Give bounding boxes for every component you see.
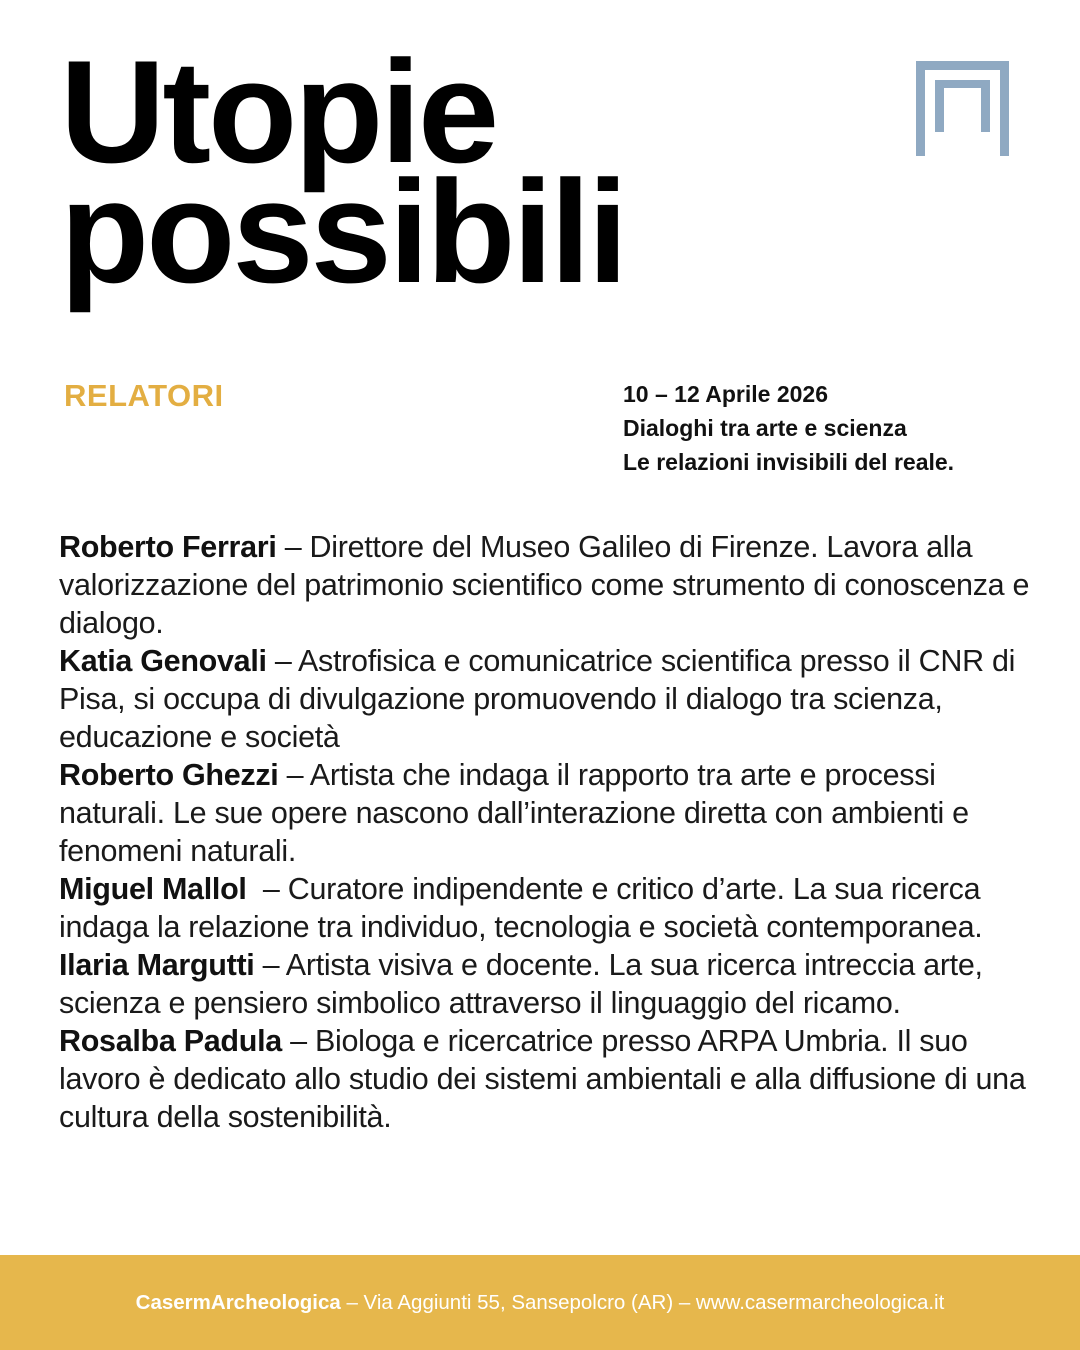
footer-venue-name: CasermArcheologica: [135, 1290, 341, 1314]
footer-band: [0, 1255, 1080, 1350]
footer-address-website: – Via Aggiunti 55, Sansepolcro (AR) – www.casermarcheologica.it: [340, 1290, 945, 1314]
speaker-description: – Direttore del Museo Galileo di Firenze. Lavora alla valorizzazione del patrimonio scientifico come strumento di conoscenza e dialogo.: [59, 530, 1030, 640]
event-dates: 10 – 12 Aprile 2026: [623, 381, 829, 407]
speaker-description: – Astrofisica e comunicatrice scientifica presso il CNR di Pisa, si occupa di divulgazione promuovendo il dialogo tra scienza, educazione e società: [59, 644, 1016, 754]
speaker-entry: [59, 946, 1049, 1022]
speaker-entry: [59, 870, 1049, 946]
speaker-name: Miguel Mallol: [59, 872, 247, 906]
section-label-relatori: RELATORI: [64, 378, 224, 413]
speaker-entry: [59, 756, 1049, 870]
nested-arch-icon: [916, 61, 1009, 156]
event-title: [60, 30, 626, 313]
speaker-entry: [59, 642, 1049, 756]
speaker-description: – Curatore indipendente e critico d’arte. La sua ricerca indaga la relazione tra individuo, tecnologia e società contemporanea.: [59, 872, 989, 944]
speaker-name: Ilaria Margutti: [59, 948, 255, 982]
speaker-entry: [59, 1022, 1049, 1136]
speaker-description: – Artista che indaga il rapporto tra arte e processi naturali. Le sue opere nascono dall’interazione diretta con ambienti e fenomeni naturali.: [59, 758, 969, 868]
event-subtitle: Dialoghi tra arte e scienza: [623, 415, 907, 441]
event-title-line-1: Utopie: [60, 30, 497, 193]
event-tagline: Le relazioni invisibili del reale.: [623, 449, 955, 475]
event-info: [623, 377, 954, 479]
speaker-name: Katia Genovali: [59, 644, 267, 678]
event-title-line-2: possibili: [60, 150, 626, 313]
speaker-description: – Artista visiva e docente. La sua ricerca intreccia arte, scienza e pensiero simbolico attraverso il linguaggio del ricamo.: [59, 948, 983, 1020]
speaker-list: [59, 528, 1049, 1136]
speaker-name: Roberto Ferrari: [59, 530, 277, 564]
speaker-entry: [59, 528, 1049, 642]
speaker-name: Rosalba Padula: [59, 1024, 282, 1058]
speaker-name: Roberto Ghezzi: [59, 758, 279, 792]
speaker-description: – Biologa e ricercatrice presso ARPA Umbria. Il suo lavoro è dedicato allo studio dei sistemi ambientali e alla diffusione di una cultura della sostenibilità.: [59, 1024, 1026, 1134]
